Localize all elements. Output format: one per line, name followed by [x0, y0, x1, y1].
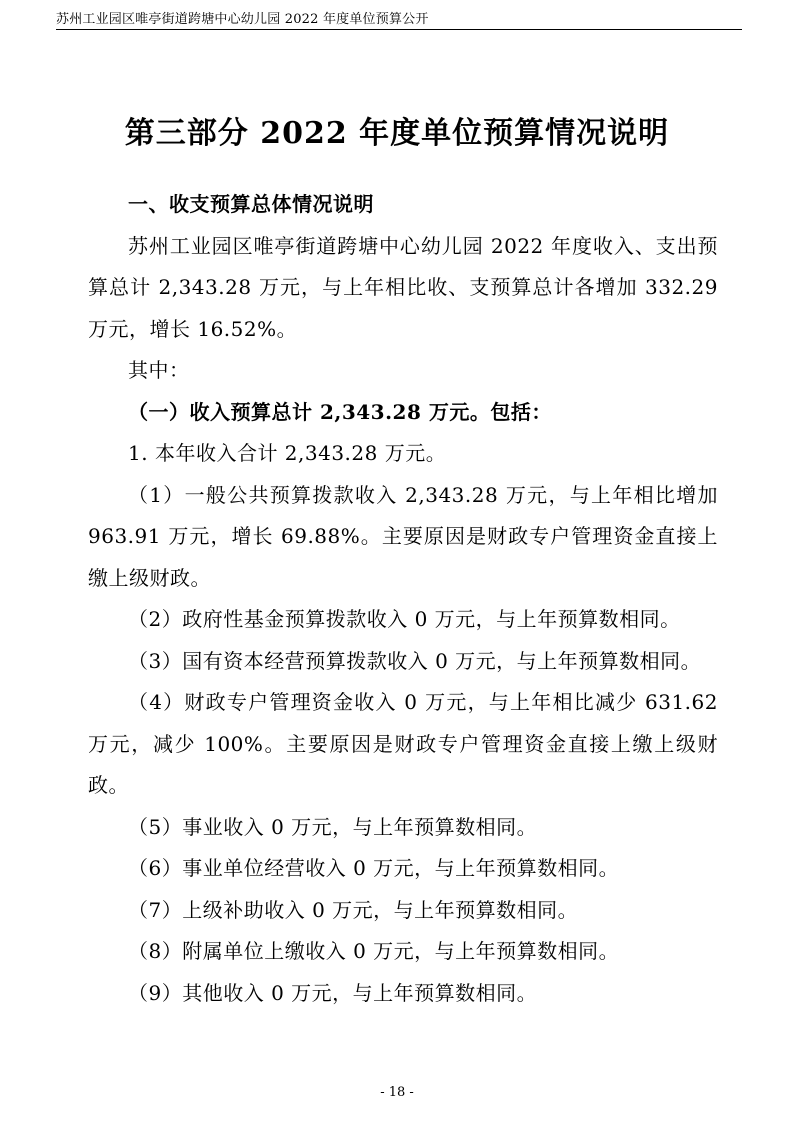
among-label: 其中： — [128, 358, 190, 382]
income-item-1-7: （7）上级补助收入 0 万元，与上年预算数相同。 — [128, 897, 579, 922]
page-title: 第三部分 2022 年度单位预算情况说明 — [124, 116, 670, 151]
income-item-1-1: （1）一般公共预算拨款收入 2,343.28 万元，与上年相比增加 963.91 万元，增长 69.88%。主要原因是财政专户管理资金直接上缴上级财政。 — [88, 482, 718, 590]
income-item-1: 1. 本年收入合计 2,343.28 万元。 — [128, 441, 447, 465]
page-number: - 18 - — [380, 1085, 414, 1100]
income-item-1-2: （2）政府性基金预算拨款收入 0 万元，与上年预算数相同。 — [128, 607, 681, 631]
income-item-1-9: （9）其他收入 0 万元，与上年预算数相同。 — [128, 980, 538, 1005]
income-item-1-8: （8）附属单位上缴收入 0 万元，与上年预算数相同。 — [128, 939, 620, 963]
running-header: 苏州工业园区唯亭街道跨塘中心幼儿园 2022 年度单位预算公开 — [56, 12, 429, 27]
income-heading: （一）收入预算总计 2,343.28 万元。包括： — [128, 399, 552, 424]
income-item-1-4: （4）财政专户管理资金收入 0 万元，与上年相比减少 631.62 万元，减少 100%。主要原因是财政专户管理资金直接上缴上级财政。 — [88, 690, 718, 797]
header-rule — [56, 29, 742, 30]
document-body — [88, 184, 718, 1014]
income-item-1-3: （3）国有资本经营预算拨款收入 0 万元，与上年预算数相同。 — [128, 648, 702, 673]
income-item-1-6: （6）事业单位经营收入 0 万元，与上年预算数相同。 — [128, 856, 620, 880]
income-item-1-5: （5）事业收入 0 万元，与上年预算数相同。 — [128, 814, 538, 839]
summary-paragraph: 苏州工业园区唯亭街道跨塘中心幼儿园 2022 年度收入、支出预算总计 2,343.28 万元，与上年相比收、支预算总计各增加 332.29 万元，增长 16.52%。 — [88, 233, 718, 341]
section-heading: 一、收支预算总体情况说明 — [128, 192, 374, 216]
